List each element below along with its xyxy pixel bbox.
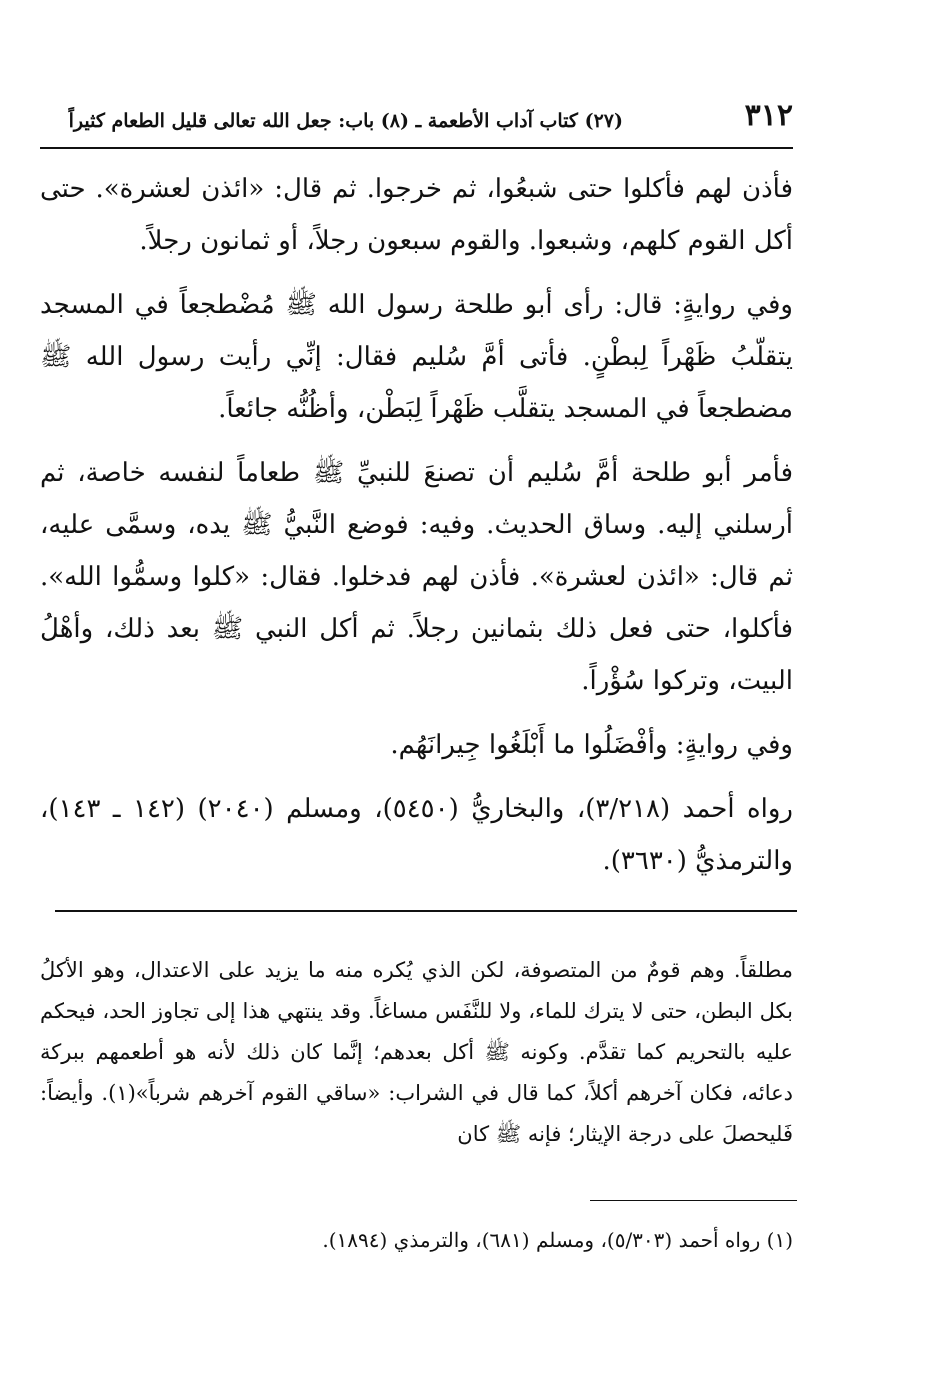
main-text: [40, 163, 793, 887]
commentary-paragraph: مطلقاً. وهم قومٌ من المتصوفة، لكن الذي يُكره منه ما يزيد على الاعتدال، وهو الأكلُ بكل البطن، حتى لا يترك للماء، ولا للنَّفَس مساغاً. وقد ينتهي هذا إلى تجاوز الحد، فيحكم عليه بالتحريم كما تقدَّم. وكونه ﷺ أكل بعدهم؛ إنَّما كان ذلك لأنه هو أطعمهم ببركة دعائه، فكان آخرهم أكلاً، كما قال في الشراب: «ساقي القوم آخرهم شرباً»(١). وأيضاً: فَليحصلَ على درجة الإيثار؛ فإنه ﷺ كان: [40, 958, 793, 1146]
running-head: (٢٧) كتاب آداب الأطعمة ـ (٨) باب: جعل الله تعالى قليل الطعام كثيراً: [68, 110, 623, 132]
commentary-divider: [55, 910, 797, 912]
paragraph-2: وفي روايةٍ: قال: رأى أبو طلحة رسول الله ﷺ مُضْطجعاً في المسجد يتقلّبُ ظَهْراً لِبطْنٍ. فأتى أمَّ سُليم فقال: إنِّي رأيت رسول الله ﷺ مضطجعاً في المسجد يتقلَّب ظَهْراً لِبَطْن، وأظُنُّه جائعاً.: [40, 290, 793, 424]
header-rule: [40, 147, 793, 149]
paragraph-3: فأمر أبو طلحة أمَّ سُليم أن تصنعَ للنبيِّ ﷺ طعاماً لنفسه خاصة، ثم أرسلني إليه. وساق الحديث. وفيه: فوضع النَّبيُّ ﷺ يده، وسمَّى عليه، ثم قال: «ائذن لعشرة». فأذن لهم فدخلوا. فقال: «كلوا وسمُّوا الله». فأكلوا، حتى فعل ذلك بثمانين رجلاً. ثم أكل النبي ﷺ بعد ذلك، وأهْلُ البيت، وتركوا سُؤْراً.: [40, 458, 793, 696]
commentary-section: [40, 950, 793, 1155]
paragraph-4: وفي روايةٍ: وأفْضَلُوا ما أَبْلَغُوا جِيرانَهُم.: [390, 730, 793, 760]
page-header: [40, 96, 793, 146]
footnote: (١) رواه أحمد (٥/٣٠٣)، ومسلم (٦٨١)، والترمذي (١٨٩٤).: [322, 1228, 793, 1252]
page-number: ٣١٢: [744, 98, 793, 133]
citation-paragraph: رواه أحمد (٣/٢١٨)، والبخاريُّ (٥٤٥٠)، ومسلم (٢٠٤٠) (١٤٢ ـ ١٤٣)، والترمذيُّ (٣٦٣٠).: [40, 794, 793, 876]
footnote-divider: [590, 1200, 797, 1201]
paragraph-1: فأذن لهم فأكلوا حتى شبعُوا، ثم خرجوا. ثم قال: «ائذن لعشرة». حتى أكل القوم كلهم، وشبعوا. والقوم سبعون رجلاً، أو ثمانون رجلاً.: [40, 174, 793, 256]
